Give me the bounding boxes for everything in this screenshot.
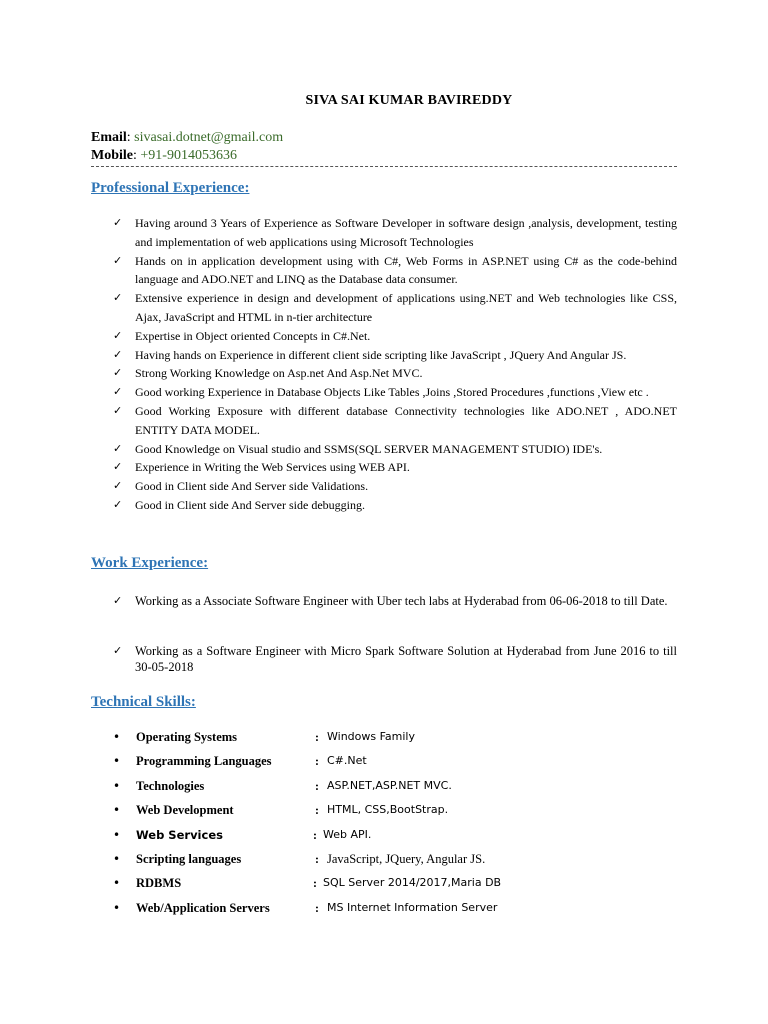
list-item: ✓ Strong Working Knowledge on Asp.net And Asp.Net MVC. (113, 364, 677, 383)
checkmark-icon: ✓ (113, 460, 123, 474)
checkmark-icon: ✓ (113, 479, 123, 493)
mobile-value: +91-9014053636 (140, 148, 237, 163)
skill-row (113, 803, 677, 827)
technical-skills-heading: Technical Skills: (91, 694, 196, 710)
list-item: ✓ Good in Client side And Server side Validations. (113, 477, 677, 496)
skill-value: HTML, CSS,BootStrap. (327, 803, 449, 817)
professional-experience-list (113, 214, 677, 515)
checkmark-icon: ✓ (113, 594, 123, 607)
list-item: ✓ Having around 3 Years of Experience as Software Developer in software design ,analysis, development, testing and implementation of web applications using Microsoft Technologies (113, 216, 677, 249)
list-item: ✓ Hands on in application development using with C#, Web Forms in ASP.NET using C# as the code-behind language and ADO.NET and LINQ as the Database data consumer. (113, 253, 677, 287)
mobile-line: Mobile: +91-9014053636 (91, 148, 237, 163)
checkmark-icon: ✓ (113, 347, 123, 361)
bullet-icon: • (113, 803, 121, 818)
bullet-icon: • (113, 876, 121, 891)
checkmark-icon: ✓ (113, 441, 123, 455)
list-item: ✓ Good Working Exposure with different database Connectivity technologies like ADO.NET , ADO.NET ENTITY DATA MODEL. (113, 403, 677, 437)
checkmark-icon: ✓ (113, 366, 123, 380)
work-experience-heading: Work Experience: (91, 555, 209, 571)
skill-value: SQL Server 2014/2017,Maria DB (323, 876, 502, 890)
bullet-icon: • (113, 827, 121, 842)
checkmark-icon: ✓ (113, 291, 123, 305)
skill-row (113, 730, 677, 754)
skill-row (113, 779, 677, 803)
bullet-icon: • (113, 730, 121, 744)
skill-value: ASP.NET,ASP.NET MVC. (327, 778, 452, 792)
list-item: ✓ Good in Client side And Server side debugging. (113, 496, 677, 515)
bullet-icon: • (113, 754, 121, 769)
skill-row (113, 876, 677, 900)
technical-skills-list (113, 730, 677, 925)
skill-row (113, 852, 677, 876)
skill-value: MS Internet Information Server (327, 900, 498, 914)
checkmark-icon: ✓ (113, 328, 123, 342)
list-item: ✓ Extensive experience in design and development of applications using.NET and Web technologies like CSS, Ajax, JavaScript and HTML in n-tier architecture (113, 291, 677, 324)
skill-label: Technologies (136, 778, 205, 793)
list-item: ✓ Having hands on Experience in different client side scripting like JavaScript , JQuery And Angular JS. (113, 346, 677, 365)
checkmark-icon: ✓ (113, 644, 123, 657)
email-value: sivasai.dotnet@gmail.com (134, 130, 284, 145)
candidate-name: SIVA SAI KUMAR BAVIREDDY (305, 93, 513, 108)
bullet-icon: • (113, 900, 121, 915)
list-item: ✓ Working as a Associate Software Engineer with Uber tech labs at Hyderabad from 06-06-2018 to till Date. (113, 594, 668, 608)
list-item: ✓ Good Knowledge on Visual studio and SSMS(SQL SERVER MANAGEMENT STUDIO) IDE's. (113, 440, 677, 459)
skill-label: Web Development (136, 803, 234, 818)
work-experience-list-2 (113, 643, 677, 675)
professional-experience-heading: Professional Experience: (91, 180, 250, 196)
list-item: ✓ Working as a Software Engineer with Micro Spark Software Solution at Hyderabad from June 2016 to till 30-05-2018 (113, 644, 677, 674)
skill-row (113, 828, 677, 852)
skill-separator: : (315, 803, 319, 818)
skill-separator: : (313, 876, 317, 891)
skill-label: Operating Systems (136, 730, 238, 744)
email-label: Email (91, 130, 127, 145)
skill-value: C#.Net (327, 754, 367, 768)
skill-label: Programming Languages (136, 754, 272, 769)
contact-divider (91, 166, 677, 167)
list-item: ✓ Experience in Writing the Web Services using WEB API. (113, 458, 677, 477)
skill-row (113, 754, 677, 778)
skill-separator: : (315, 754, 319, 769)
checkmark-icon: ✓ (113, 385, 123, 399)
list-item: ✓ Expertise in Object oriented Concepts in C#.Net. (113, 327, 677, 346)
email-line: Email: sivasai.dotnet@gmail.com (91, 130, 284, 145)
checkmark-icon: ✓ (113, 253, 123, 267)
skill-separator: : (315, 851, 319, 866)
skill-label: Scripting languages (136, 851, 242, 866)
skill-value: Web API. (323, 827, 372, 841)
skill-value: JavaScript, JQuery, Angular JS. (327, 851, 486, 866)
bullet-icon: • (113, 851, 121, 866)
skill-separator: : (315, 900, 319, 915)
skill-row (113, 901, 677, 925)
skill-separator: : (315, 730, 319, 744)
skill-label: Web/Application Servers (136, 900, 270, 915)
list-item: ✓ Good working Experience in Database Objects Like Tables ,Joins ,Stored Procedures ,functions ,View etc . (113, 383, 677, 402)
checkmark-icon: ✓ (113, 497, 123, 511)
work-experience-list (113, 593, 677, 609)
skill-value: Windows Family (327, 730, 415, 743)
skill-label: Web Services (136, 827, 223, 842)
skill-label: RDBMS (136, 876, 182, 891)
checkmark-icon: ✓ (113, 403, 123, 417)
bullet-icon: • (113, 778, 121, 793)
skill-separator: : (313, 827, 317, 842)
checkmark-icon: ✓ (113, 216, 123, 229)
skill-separator: : (315, 778, 319, 793)
mobile-label: Mobile (91, 148, 133, 163)
